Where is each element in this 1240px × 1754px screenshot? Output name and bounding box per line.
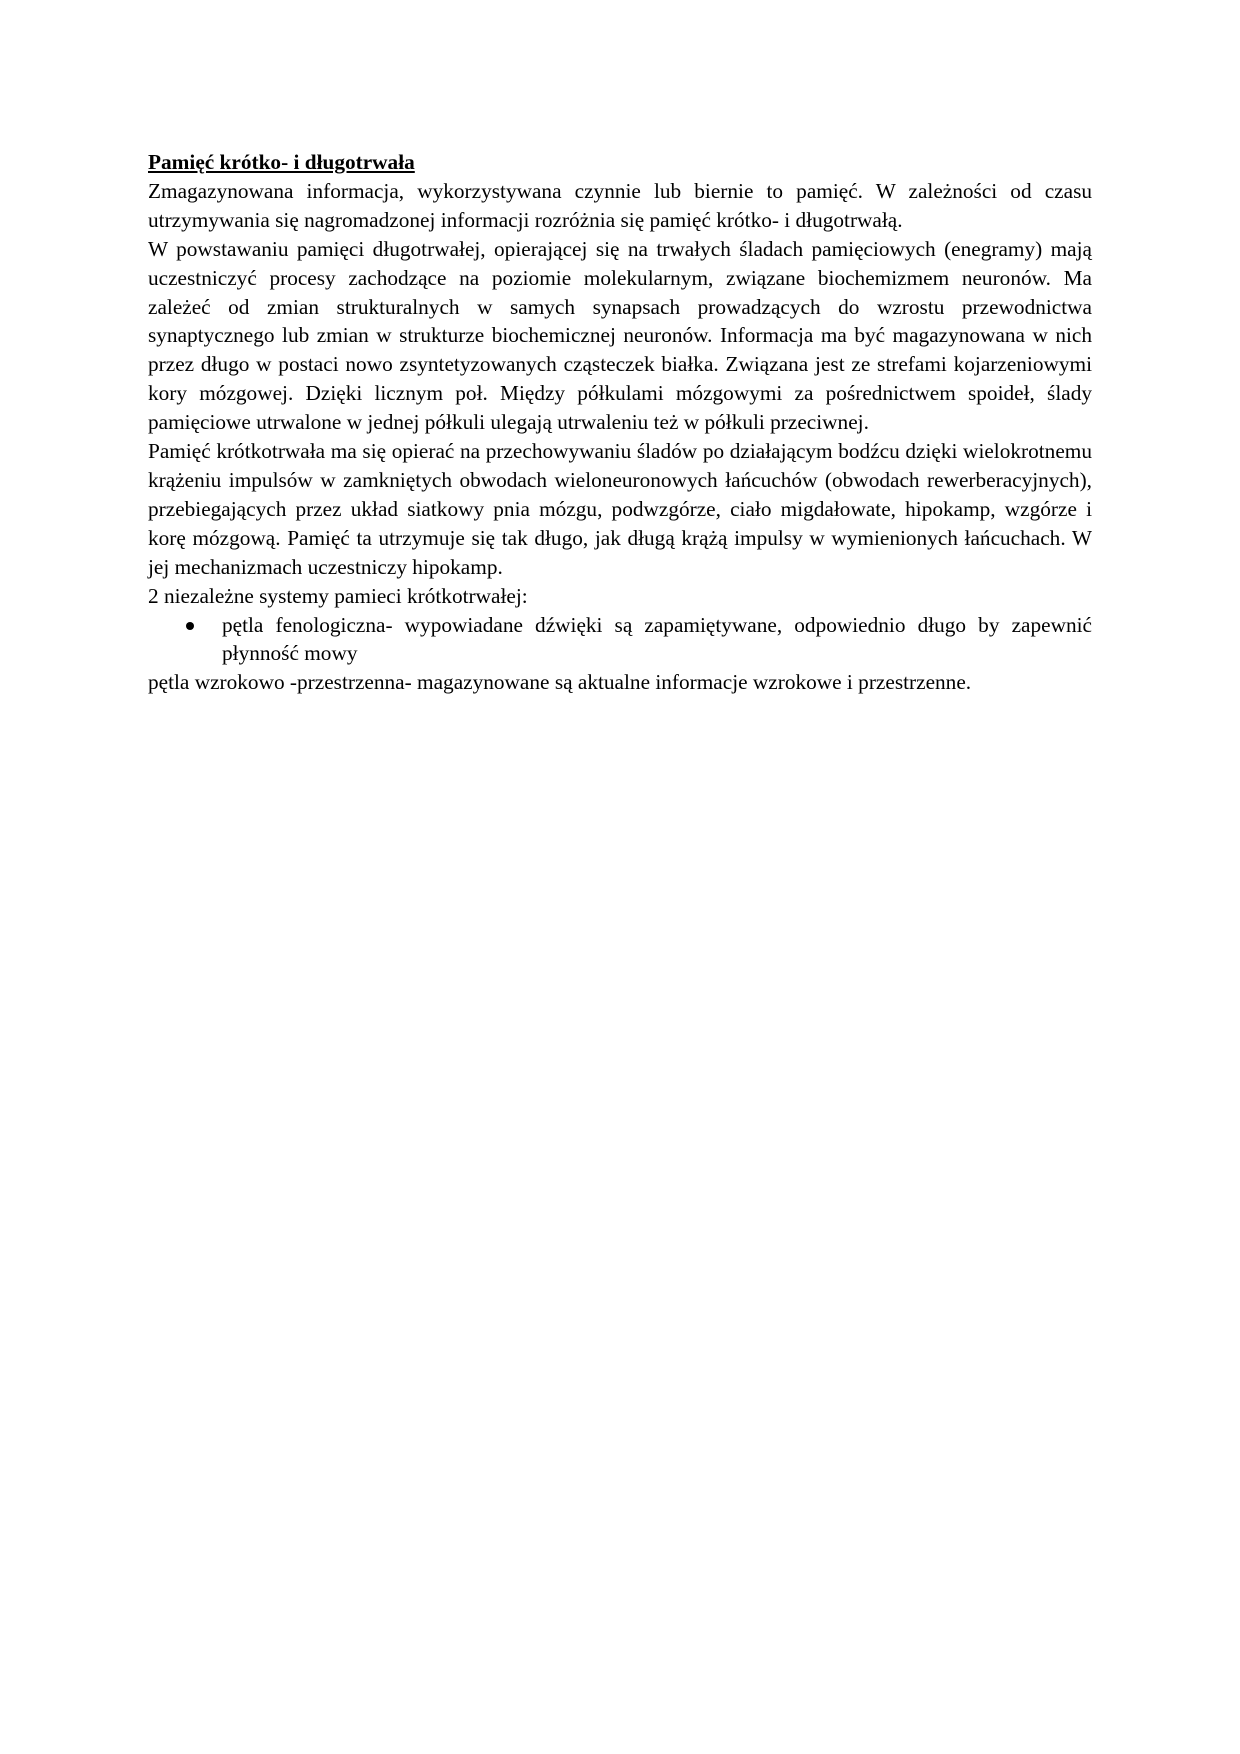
document-body [148, 148, 1092, 697]
systems-list [148, 611, 1092, 669]
list-item-text: pętla fenologiczna- wypowiadane dźwięki są zapamiętywane, odpowiednio długo by zapewnić płynność mowy [222, 612, 1092, 666]
bullet-icon [186, 622, 194, 630]
paragraph-short-term-memory: Pamięć krótkotrwała ma się opierać na przechowywaniu śladów po działającym bodźcu dzięki wielokrotnemu krążeniu impulsów w zamkniętych obwodach wieloneuronowych łańcuchów (obwodach rewerberacyjnych), przebiegających przez układ siatkowy pnia mózgu, podwzgórze, ciało migdałowate, hipokamp, wzgórze i korę mózgową. Pamięć ta utrzymuje się tak długo, jak długą krążą impulsy w wymienionych łańcuchach. W jej mechanizmach uczestniczy hipokamp. [148, 439, 1092, 579]
list-item [222, 611, 1092, 669]
paragraph-definition: Zmagazynowana informacja, wykorzystywana czynnie lub biernie to pamięć. W zależności od czasu utrzymywania się nagromadzonej informacji rozróżnia się pamięć krótko- i długotrwałą. [148, 178, 1092, 232]
systems-intro: 2 niezależne systemy pamieci krótkotrwałej: [148, 583, 528, 608]
closing-line: pętla wzrokowo -przestrzenna- magazynowane są aktualne informacje wzrokowe i przestrzenne. [148, 670, 972, 695]
paragraph-long-term-memory: W powstawaniu pamięci długotrwałej, opierającej się na trwałych śladach pamięciowych (enegramy) mają uczestniczyć procesy zachodzące na poziomie molekularnym, związane biochemizmem neuronów. Ma zależeć od zmian strukturalnych w samych synapsach prowadzących do wzrostu przewodnictwa synaptycznego lub zmian w strukturze biochemicznej neuronów. Informacja ma być magazynowana w nich przez długo w postaci nowo zsyntetyzowanych cząsteczek białka. Związana jest ze strefami kojarzeniowymi kory mózgowej. Dzięki licznym poł. Między półkulami mózgowymi za pośrednictwem spoideł, ślady pamięciowe utrwalone w jednej półkuli ulegają utrwaleniu też w półkuli przeciwnej. [148, 236, 1092, 435]
document-title: Pamięć krótko- i długotrwała [148, 150, 415, 174]
